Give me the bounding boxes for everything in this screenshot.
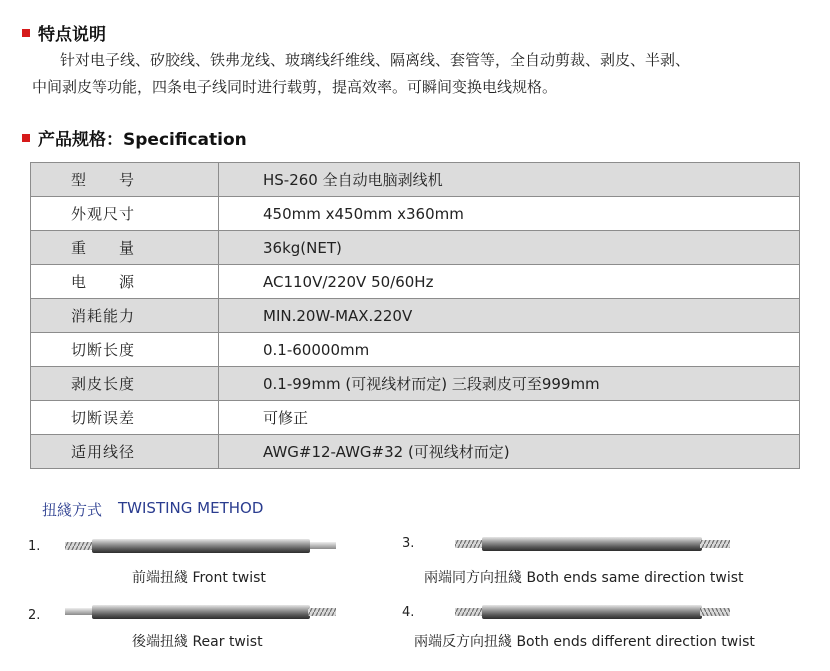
- twisting-title: [42, 499, 263, 520]
- wire-insulation: [92, 539, 310, 553]
- stripped-end: [65, 608, 95, 615]
- spec-value: 450mm x450mm x360mm: [219, 197, 800, 231]
- spec-value: MIN.20W-MAX.220V: [219, 299, 800, 333]
- features-paragraph: [32, 47, 802, 101]
- twist-caption: 前端扭綫 Front twist: [132, 570, 266, 586]
- twisting-title-cn: 扭綫方式: [42, 501, 103, 519]
- features-heading: [22, 20, 106, 45]
- spec-table: [30, 162, 800, 469]
- spec-heading: [22, 125, 247, 150]
- table-row: [31, 163, 800, 197]
- twisted-end: [308, 608, 336, 616]
- twisted-end: [65, 542, 95, 550]
- wire-insulation: [482, 537, 702, 551]
- twisting-title-en: TWISTING METHOD: [118, 499, 264, 517]
- spec-value: 0.1-99mm (可视线材而定) 三段剥皮可至999mm: [219, 367, 800, 401]
- stripped-end: [310, 542, 336, 549]
- spec-key: 切断长度: [31, 333, 219, 367]
- table-row: [31, 367, 800, 401]
- spec-value: 可修正: [219, 401, 800, 435]
- front-twist-wire-illustration: [62, 538, 338, 554]
- bullet-square-icon: [22, 134, 30, 142]
- different-direction-twist-wire-illustration: [452, 604, 732, 620]
- table-row: [31, 265, 800, 299]
- table-row: [31, 299, 800, 333]
- spec-value: HS-260 全自动电脑剥线机: [219, 163, 800, 197]
- spec-key: 适用线径: [31, 435, 219, 469]
- spec-key: 切断误差: [31, 401, 219, 435]
- spec-key: 外观尺寸: [31, 197, 219, 231]
- spec-value: AWG#12-AWG#32 (可视线材而定): [219, 435, 800, 469]
- bullet-square-icon: [22, 29, 30, 37]
- features-line-2: 中间剥皮等功能，四条电子线同时进行载剪，提高效率。可瞬间变换电线规格。: [32, 78, 558, 96]
- features-heading-text: 特点说明: [38, 25, 106, 45]
- wire-insulation: [92, 605, 310, 619]
- table-row: [31, 231, 800, 265]
- spec-key: 消耗能力: [31, 299, 219, 333]
- spec-key: 剥皮长度: [31, 367, 219, 401]
- table-row: [31, 197, 800, 231]
- twisted-end: [700, 608, 730, 616]
- twist-caption: 兩端同方向扭綫 Both ends same direction twist: [424, 570, 744, 586]
- spec-value: AC110V/220V 50/60Hz: [219, 265, 800, 299]
- table-row: [31, 435, 800, 469]
- twist-caption: 兩端反方向扭綫 Both ends different direction twist: [414, 634, 755, 650]
- rear-twist-wire-illustration: [62, 604, 338, 620]
- twisted-end: [700, 540, 730, 548]
- same-direction-twist-wire-illustration: [452, 536, 732, 552]
- twist-number: 3.: [402, 536, 415, 551]
- spec-key: 重 量: [31, 231, 219, 265]
- twist-number: 2.: [28, 608, 41, 623]
- table-row: [31, 401, 800, 435]
- spec-key: 型 号: [31, 163, 219, 197]
- features-line-1: 针对电子线、矽胶线、铁弗龙线、玻璃线纤维线、隔离线、套管等，全自动剪裁、剥皮、半剥、: [60, 51, 691, 69]
- spec-value: 36kg(NET): [219, 231, 800, 265]
- spec-value: 0.1-60000mm: [219, 333, 800, 367]
- twist-number: 1.: [28, 539, 41, 554]
- table-row: [31, 333, 800, 367]
- twist-number: 4.: [402, 605, 415, 620]
- twist-caption: 後端扭綫 Rear twist: [132, 634, 263, 650]
- wire-insulation: [482, 605, 702, 619]
- spec-heading-text: 产品规格：Specification: [38, 130, 247, 150]
- spec-key: 电 源: [31, 265, 219, 299]
